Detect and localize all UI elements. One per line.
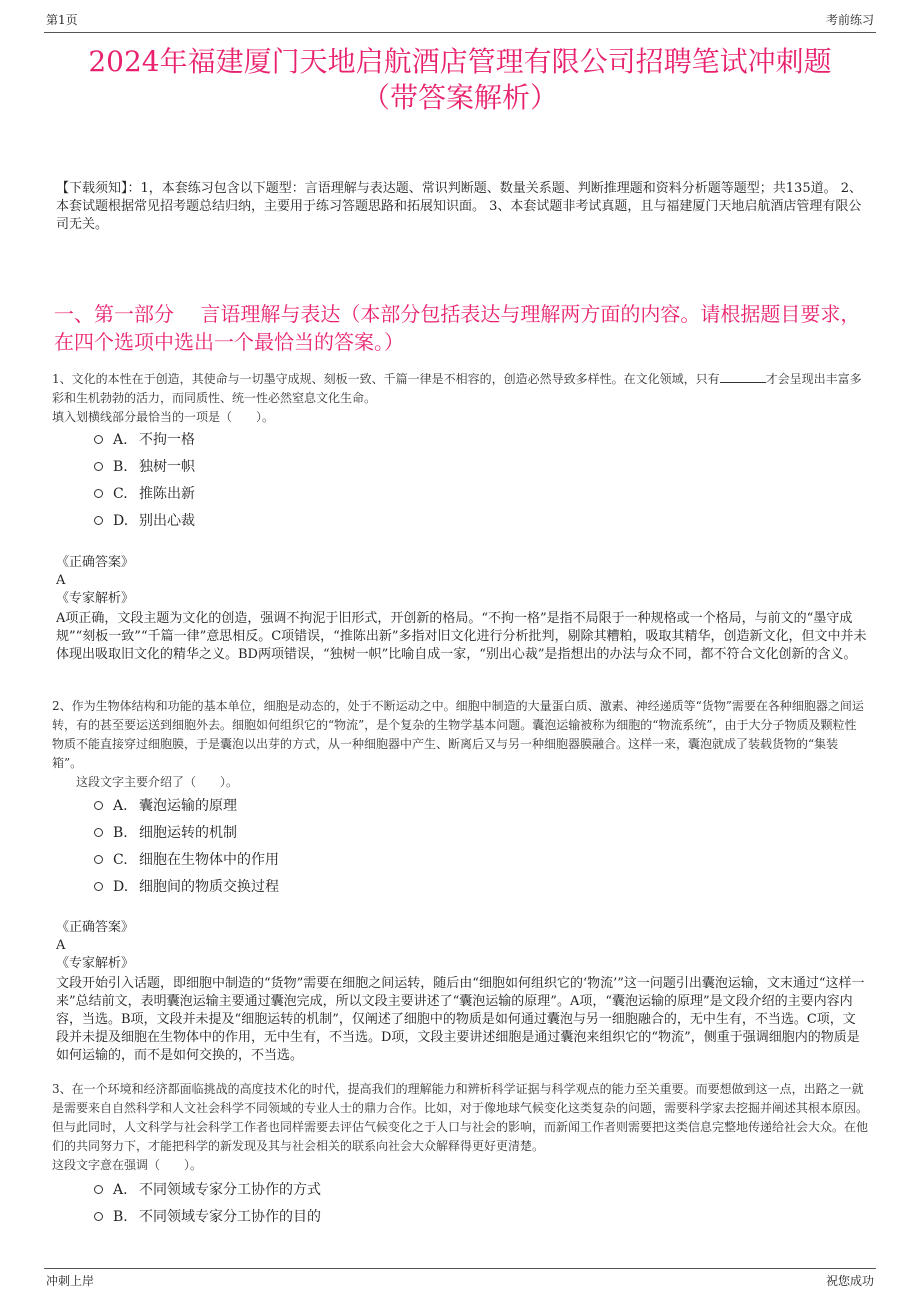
radio-icon[interactable]: [94, 801, 103, 810]
question-3-option-b[interactable]: B. 不同领域专家分工协作的目的: [94, 1207, 321, 1227]
question-2-option-c[interactable]: C. 细胞在生物体中的作用: [94, 850, 279, 870]
question-2-option-a[interactable]: A. 囊泡运输的原理: [94, 796, 237, 816]
question-2-answer: [56, 919, 868, 973]
answer-value: A: [56, 938, 66, 953]
question-3-option-a[interactable]: A. 不同领域专家分工协作的方式: [94, 1180, 321, 1200]
question-1-option-b[interactable]: B. 独树一帜: [94, 457, 195, 477]
question-3-prompt: 这段文字意在强调（ ）。: [52, 1158, 203, 1172]
radio-icon[interactable]: [94, 855, 103, 864]
download-notice: 【下载须知】：1，本套练习包含以下题型：言语理解与表达题、常识判断题、数量关系题、判断推理题和资料分析题等题型；共135道。 2、本套试题根据常见招考题总结归纳，主要用于练习答题思路和拓展知识面。 3、本套试题非考试真题，且与福建厦门天地启航酒店管理有限公司无关。: [56, 181, 862, 232]
question-1-stem-part-2: 才会呈现出丰富多彩和生机勃勃的活力，而同质性、统一性必然窒息文化生命。: [52, 372, 862, 405]
footer-right-label: 祝您成功: [825, 1274, 874, 1288]
question-1-answer: [56, 554, 868, 608]
answer-label: 《正确答案》: [56, 920, 135, 935]
question-3-stem-text: 3、在一个环境和经济都面临挑战的高度技术化的时代，提高我们的理解能力和辨析科学证据与科学观点的能力至关重要。而要想做到这一点，出路之一就是需要来自自然科学和人文社会科学不同领域的专业人士的鼎力合作。比如，对于像地球气候变化这类复杂的问题，需要科学家去挖掘并阐述其根本原因。但与此同时，人文科学与社会科学工作者也同样需要去评估气候变化之于人口与社会的影响，而新闻工作者则需要把这类信息完整地传递给社会大众。在他们的共同努力下，才能把科学的新发现及其与社会相关的联系向社会大众解释得更好更清楚。: [52, 1082, 869, 1153]
question-2-stem: [52, 697, 868, 792]
question-2-prompt: 这段文字主要介绍了（ ）。: [76, 775, 239, 789]
radio-icon[interactable]: [94, 489, 103, 498]
radio-icon[interactable]: [94, 516, 103, 525]
explanation-label: 《专家解析》: [56, 591, 135, 606]
answer-value: A: [56, 573, 66, 588]
page-footer: [44, 1268, 876, 1291]
question-2-option-d[interactable]: D. 细胞间的物质交换过程: [94, 877, 279, 897]
question-1-explanation: A项正确，文段主题为文化的创造，强调不拘泥于旧形式，开创新的格局。“不拘一格”是指不局限于一种规格或一个格局，与前文的“墨守成规”“刻板一致”“千篇一律”意思相反。C项错误，“推陈出新”多指对旧文化进行分析批判，剔除其糟粕，吸取其精华，创造新文化，但文中并未体现出吸取旧文化的精华之义。BD两项错误，“独树一帜”比喻自成一家，“别出心裁”是指想出的办法与众不同，都不符合文化创新的含义。: [56, 611, 867, 662]
question-1-stem: [52, 370, 868, 427]
answer-label: 《正确答案》: [56, 555, 135, 570]
title-line-1: 2024年福建厦门天地启航酒店管理有限公司招聘笔试冲刺题: [88, 45, 832, 78]
radio-icon[interactable]: [94, 435, 103, 444]
question-1-prompt: 填入划横线部分最恰当的一项是（ ）。: [52, 410, 275, 424]
document-title: [40, 44, 880, 116]
page-header: [44, 10, 876, 33]
header-label: 考前练习: [825, 13, 874, 27]
question-1-option-c[interactable]: C. 推陈出新: [94, 484, 195, 504]
footer-left-label: 冲刺上岸: [46, 1274, 95, 1288]
question-3-stem: [52, 1080, 868, 1175]
title-line-2: （带答案解析）: [361, 81, 558, 114]
radio-icon[interactable]: [94, 1185, 103, 1194]
page-number: 第1页: [46, 13, 78, 27]
radio-icon[interactable]: [94, 1212, 103, 1221]
explanation-label: 《专家解析》: [56, 956, 135, 971]
radio-icon[interactable]: [94, 462, 103, 471]
question-2-option-b[interactable]: B. 细胞运转的机制: [94, 823, 237, 843]
answer-blank: [720, 370, 766, 383]
section-title: 一、第一部分 言语理解与表达（本部分包括表达与理解两方面的内容。请根据题目要求，在四个选项中选出一个最恰当的答案。）: [54, 302, 861, 354]
question-2-stem-text: 2、作为生物体结构和功能的基本单位，细胞是动态的，处于不断运动之中。细胞中制造的大量蛋白质、激素、神经递质等“货物”需要在各种细胞器之间运转，有的甚至要运送到细胞外去。细胞如何组织它的“物流”，是个复杂的生物学基本问题。囊泡运输被称为细胞的“物流系统”，由于大分子物质及颗粒性物质不能直接穿过细胞膜，于是囊泡以出芽的方式，从一种细胞器中产生、断离后又与另一种细胞器膜融合。这样一来，囊泡就成了装载货物的“集装箱”。: [52, 699, 864, 770]
question-1-option-d[interactable]: D. 别出心裁: [94, 511, 195, 531]
radio-icon[interactable]: [94, 828, 103, 837]
question-2-explanation: 文段开始引入话题，即细胞中制造的“货物”需要在细胞之间运转，随后由“细胞如何组织它的‘物流’”这一问题引出囊泡运输，文末通过“这样一来”总结前文，表明囊泡运输主要通过囊泡完成，所以文段主要讲述了“囊泡运输的原理”。A项，“囊泡运输的原理”是文段介绍的主要内容内容，当选。B项，文段并未提及“细胞运转的机制”，仅阐述了细胞中的物质是如何通过囊泡与另一细胞融合的，无中生有，不当选。C项，文段并未提及细胞在生物体中的作用，无中生有，不当选。D项，文段主要讲述细胞是通过囊泡来组织它的“物流”，侧重于强调细胞内的物质是如何运输的，而不是如何交换的，不当选。: [56, 976, 865, 1063]
question-1-stem-part-1: 1、文化的本性在于创造，其使命与一切墨守成规、刻板一致、千篇一律是不相容的，创造必然导致多样性。在文化领域，只有: [52, 372, 720, 386]
question-1-option-a[interactable]: A. 不拘一格: [94, 430, 195, 450]
radio-icon[interactable]: [94, 882, 103, 891]
